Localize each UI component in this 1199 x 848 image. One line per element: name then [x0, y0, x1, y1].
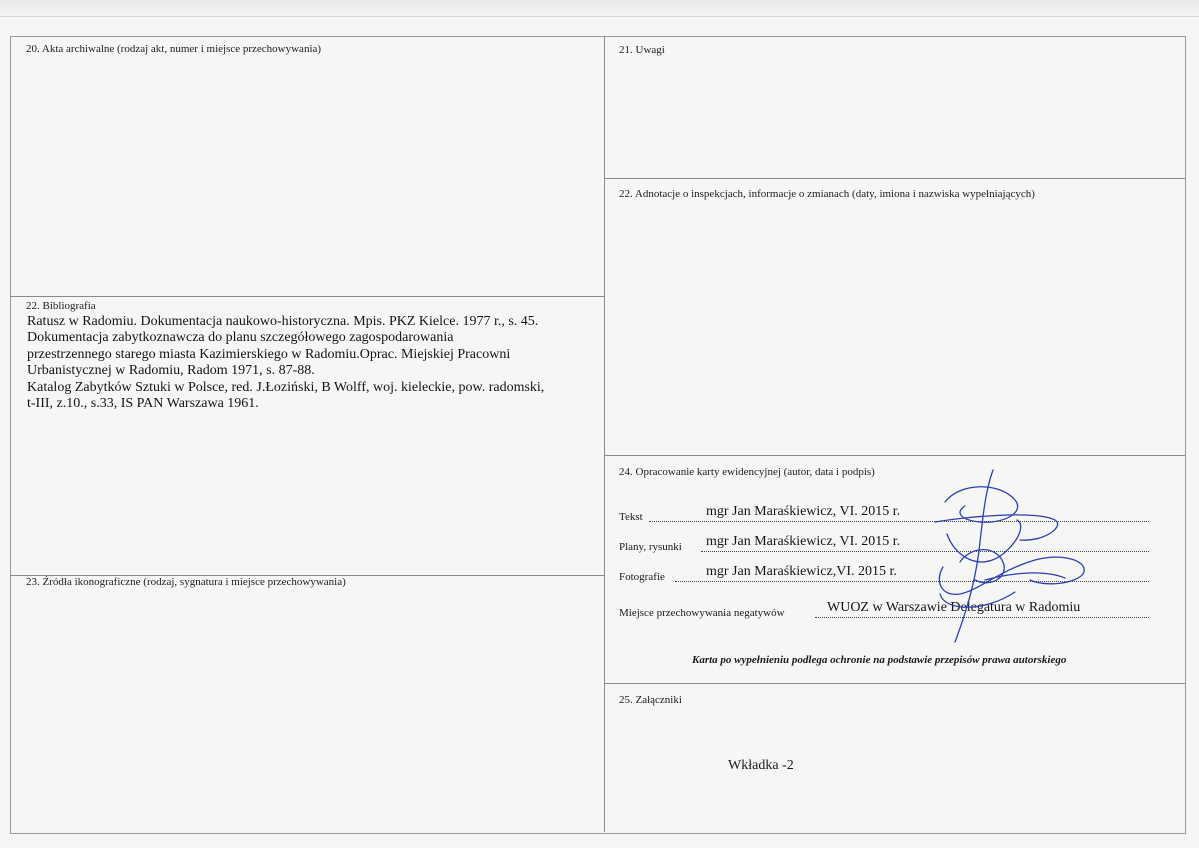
section-24-label: 24. Opracowanie karty ewidencyjnej (autor, data i podpis) — [619, 466, 875, 478]
bibliography-line: Urbanistycznej w Radomiu, Radom 1971, s. 87-88. — [27, 363, 315, 379]
section-25-label: 25. Załączniki — [619, 694, 682, 706]
divider-22-24 — [605, 455, 1185, 456]
section-20-label: 20. Akta archiwalne (rodzaj akt, numer i miejsce przechowywania) — [26, 43, 322, 55]
bibliography-line: Katalog Zabytków Sztuki w Polsce, red. J.Łoziński, B Wolff, woj. kieleckie, pow. radomski, — [27, 379, 545, 395]
plany-label: Plany, rysunki — [619, 541, 682, 553]
plany-value: mgr Jan Maraśkiewicz, VI. 2015 r. — [706, 534, 901, 549]
divider-24-25 — [605, 683, 1185, 684]
tekst-label: Tekst — [619, 511, 643, 523]
negatywy-label: Miejsce przechowywania negatywów — [619, 607, 785, 619]
bibliography-line: t-III, z.10., s.33, IS PAN Warszawa 1961. — [27, 396, 259, 412]
divider-21-22 — [605, 178, 1185, 179]
bibliography-line: Dokumentacja zabytkoznawcza do planu szczegółowego zagospodarowania — [27, 330, 454, 346]
tekst-value: mgr Jan Maraśkiewicz, VI. 2015 r. — [706, 504, 901, 519]
section-21-label: 21. Uwagi — [619, 44, 665, 56]
bibliography-text — [27, 314, 607, 412]
section-22-annotations-label: 22. Adnotacje o inspekcjach, informacje o zmianach (daty, imiona i nazwiska wypełniających) — [619, 188, 1035, 200]
negatywy-value: WUOZ w Warszawie Delegatura w Radomiu — [827, 600, 1081, 615]
copyright-note: Karta po wypełnieniu podlega ochronie na podstawie przepisów prawa autorskiego — [692, 654, 1067, 666]
scan-top-edge — [0, 0, 1199, 17]
form-frame — [10, 36, 1186, 834]
section-23-label: 23. Źródła ikonograficzne (rodzaj, sygnatura i miejsce przechowywania) — [26, 576, 346, 588]
fotografie-label: Fotografie — [619, 571, 665, 583]
bibliography-line: przestrzennego starego miasta Kazimierskiego w Radomiu.Oprac. Miejskiej Pracowni — [27, 346, 511, 362]
column-divider — [604, 36, 605, 832]
section-22-bibliography-label: 22. Bibliografia — [26, 300, 96, 312]
bibliography-line: Ratusz w Radomiu. Dokumentacja naukowo-historyczna. Mpis. PKZ Kielce. 1977 r., s. 45. — [27, 314, 539, 329]
author-signature — [925, 462, 1100, 652]
fotografie-value: mgr Jan Maraśkiewicz,VI. 2015 r. — [706, 564, 897, 579]
divider-20-22 — [10, 296, 605, 297]
attachment-insert: Wkładka -2 — [728, 758, 794, 773]
